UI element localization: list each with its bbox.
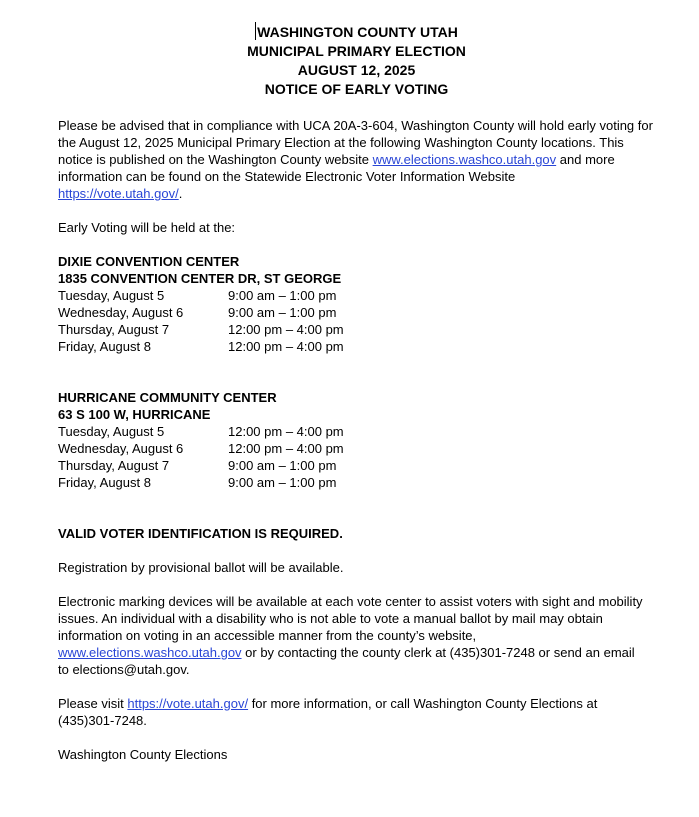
schedule-day: Tuesday, August 5	[58, 424, 165, 439]
schedule-row	[58, 457, 655, 474]
location-address: 63 S 100 W, HURRICANE	[58, 407, 211, 422]
text-segment: to elections@utah.gov.	[58, 662, 190, 677]
text-segment: for more information, or call Washington County Elections at	[248, 696, 598, 711]
text-line	[58, 627, 655, 644]
text-line	[58, 712, 655, 729]
text-segment: Please visit	[58, 696, 128, 711]
text-segment: issues. An individual with a disability who is not able to vote a manual ballot by mail may obtain	[58, 611, 603, 626]
text-segment: Electronic marking devices will be available at each vote center to assist voters with sight and mobility	[58, 594, 643, 609]
text-line	[58, 151, 655, 168]
text-line	[58, 661, 655, 678]
text-line	[58, 610, 655, 627]
registration-notice: Registration by provisional ballot will be available.	[58, 560, 344, 575]
schedule-day: Tuesday, August 5	[58, 288, 165, 303]
title-line-date: AUGUST 12, 2025	[297, 62, 416, 78]
title-line-notice: NOTICE OF EARLY VOTING	[264, 81, 449, 97]
text-line	[58, 134, 655, 151]
schedule-hours: 12:00 pm – 4:00 pm	[228, 339, 344, 354]
text-line	[58, 185, 655, 202]
text-cursor	[255, 22, 256, 40]
signature-line: Washington County Elections	[58, 747, 228, 762]
schedule-row	[58, 287, 655, 304]
voter-id-notice: VALID VOTER IDENTIFICATION IS REQUIRED.	[58, 526, 343, 541]
location-name: DIXIE CONVENTION CENTER	[58, 254, 240, 269]
hyperlink[interactable]: www.elections.washco.utah.gov	[58, 645, 242, 660]
location-hurricane-community-center	[58, 389, 655, 491]
title-line-county-text: WASHINGTON COUNTY UTAH	[257, 24, 458, 40]
schedule-hours: 9:00 am – 1:00 pm	[228, 475, 337, 490]
schedule-hours: 9:00 am – 1:00 pm	[228, 305, 337, 320]
text-segment: the August 12, 2025 Municipal Primary Election at the following Washington County locations. This	[58, 135, 624, 150]
schedule-row	[58, 321, 655, 338]
schedule-day: Wednesday, August 6	[58, 305, 184, 320]
schedule-day: Wednesday, August 6	[58, 441, 184, 456]
hyperlink[interactable]: https://vote.utah.gov/	[127, 696, 249, 711]
early-voting-label: Early Voting will be held at the:	[58, 220, 236, 235]
text-line	[58, 644, 655, 661]
text-line	[58, 117, 655, 134]
schedule-hours: 9:00 am – 1:00 pm	[228, 288, 337, 303]
schedule-day: Friday, August 8	[58, 475, 151, 490]
hyperlink[interactable]: https://vote.utah.gov/	[58, 186, 179, 201]
schedule-row	[58, 440, 655, 457]
text-line	[58, 168, 655, 185]
title-line-county	[58, 22, 655, 42]
text-line	[58, 695, 655, 712]
hyperlink[interactable]: www.elections.washco.utah.gov	[372, 152, 557, 167]
schedule-day: Friday, August 8	[58, 339, 151, 354]
text-segment: and more	[556, 152, 615, 167]
schedule-hours: 12:00 pm – 4:00 pm	[228, 322, 344, 337]
title-line-election: MUNICIPAL PRIMARY ELECTION	[247, 43, 466, 59]
schedule-hours: 12:00 pm – 4:00 pm	[228, 424, 344, 439]
schedule-day: Thursday, August 7	[58, 322, 170, 337]
text-line	[58, 593, 655, 610]
text-segment: Please be advised that in compliance with UCA 20A-3-604, Washington County will hold early voting for	[58, 118, 653, 133]
location-dixie-convention-center	[58, 253, 655, 355]
schedule-hours: 12:00 pm – 4:00 pm	[228, 441, 344, 456]
text-segment: information can be found on the Statewide Electronic Voter Information Website	[58, 169, 516, 184]
schedule-row	[58, 338, 655, 355]
schedule-hours: 9:00 am – 1:00 pm	[228, 458, 337, 473]
text-segment: or by contacting the county clerk at (435)301-7248 or send an email	[241, 645, 635, 660]
text-segment: notice is published on the Washington County website	[58, 152, 373, 167]
text-segment: information on voting in an accessible manner from the county’s website,	[58, 628, 477, 643]
text-segment: (435)301-7248.	[58, 713, 147, 728]
notice-title	[58, 22, 655, 99]
location-name: HURRICANE COMMUNITY CENTER	[58, 390, 277, 405]
schedule-row	[58, 304, 655, 321]
intro-paragraph	[58, 117, 655, 202]
accessibility-paragraph	[58, 593, 655, 678]
more-info-paragraph	[58, 695, 655, 729]
text-segment: .	[178, 186, 183, 201]
schedule-row	[58, 423, 655, 440]
schedule-day: Thursday, August 7	[58, 458, 170, 473]
location-address: 1835 CONVENTION CENTER DR, ST GEORGE	[58, 271, 342, 286]
schedule-row	[58, 474, 655, 491]
